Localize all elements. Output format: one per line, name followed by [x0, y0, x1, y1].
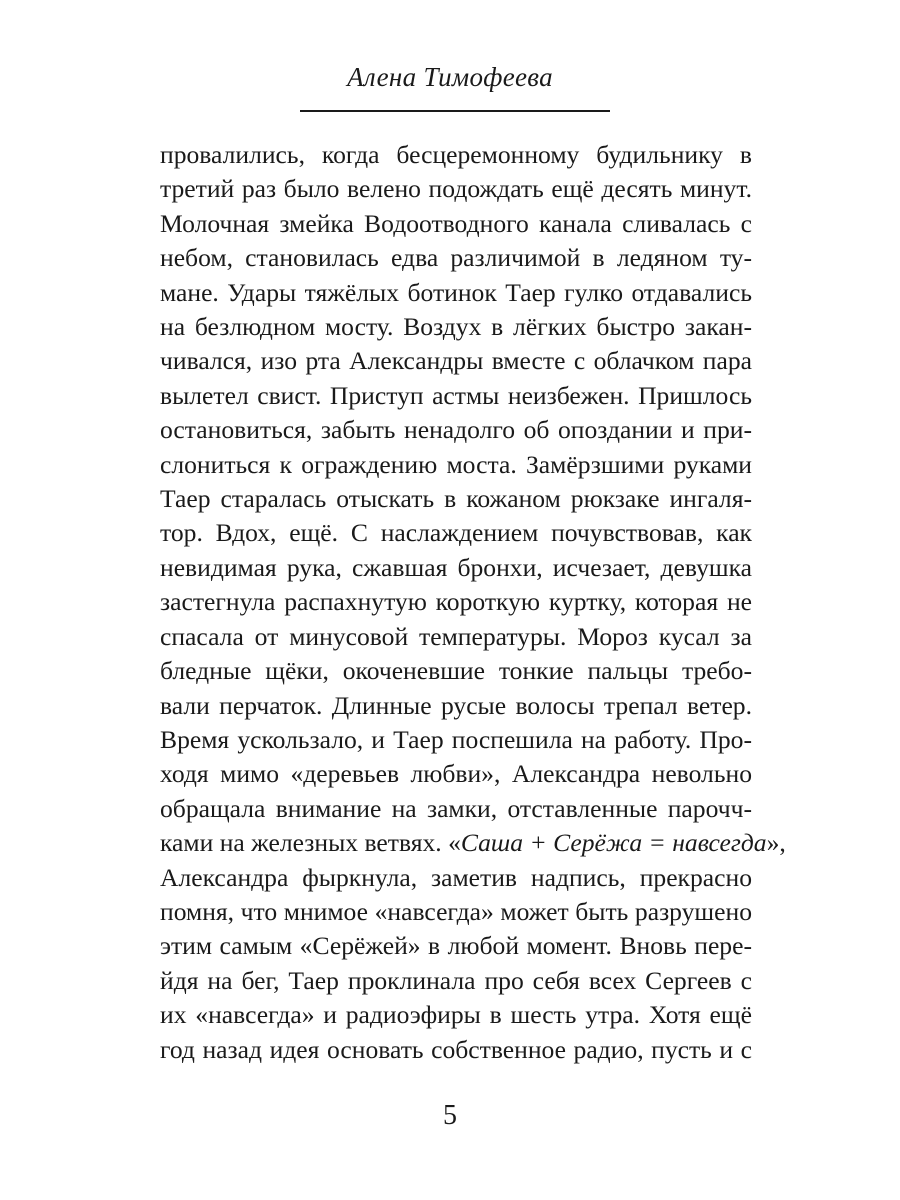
- text-line: йдя на бег, Таер проклинала про себя всех Сергеев с: [160, 965, 752, 995]
- text-line: остановиться, забыть ненадолго об опоздании и при-: [160, 415, 752, 445]
- text-line: этим самым «Серёжей» в любой момент. Вновь пере-: [160, 931, 752, 961]
- text-line: тор. Вдох, ещё. С наслаждением почувствовав, как: [160, 518, 752, 548]
- text-line: провалились, когда бесцеремонному будильнику в: [160, 140, 752, 169]
- text-line: бледные щёки, окоченевшие тонкие пальцы требо-: [160, 656, 752, 686]
- text-line: Александра фыркнула, заметив надпись, прекрасно: [160, 862, 752, 892]
- text-line: обращала внимание на замки, отставленные парочч-: [160, 793, 752, 823]
- text-segment: ками на железных ветвях. «: [160, 828, 461, 858]
- text-line: Время ускользало, и Таер поспешила на работу. Про-: [160, 724, 752, 754]
- running-header-author: Алена Тимофеева: [347, 62, 553, 92]
- text-line: третий раз было велено подождать ещё десять минут.: [160, 174, 752, 204]
- text-segment: »,: [766, 828, 786, 858]
- header-rule: [300, 110, 610, 112]
- text-line: вали перчаток. Длинные русые волосы трепал ветер.: [160, 690, 752, 720]
- page-number: 5: [443, 1100, 457, 1131]
- body-text: [160, 138, 786, 1067]
- text-line: слониться к ограждению моста. Замёрзшими руками: [160, 449, 752, 479]
- text-line: их «навсегда» и радиоэфиры в шесть утра. Хотя ещё: [160, 1000, 752, 1030]
- text-line: небом, становилась едва различимой в ледяном ту-: [160, 243, 752, 273]
- text-line: Таер старалась отыскать в кожаном рюкзаке ингаля-: [160, 484, 752, 514]
- text-line: мане. Удары тяжёлых ботинок Таер гулко отдавались: [160, 277, 752, 307]
- text-line-with-quote: [160, 826, 786, 860]
- text-line: застегнула распахнутую короткую куртку, которая не: [160, 587, 752, 617]
- text-line: на безлюдном мосту. Воздух в лёгких быстро закан-: [160, 312, 752, 342]
- italic-quote: Саша + Серёжа = навсегда: [460, 828, 767, 858]
- text-line: чивался, изо рта Александры вместе с облачком пара: [160, 346, 752, 376]
- text-line: Молочная змейка Водоотводного канала сливалась с: [160, 208, 752, 238]
- text-line: невидимая рука, сжавшая бронхи, исчезает, девушка: [160, 552, 752, 582]
- text-line: спасала от минусовой температуры. Мороз кусал за: [160, 621, 752, 651]
- text-line: помня, что мнимое «навсегда» может быть разрушено: [160, 896, 752, 926]
- text-line: год назад идея основать собственное радио, пусть и с: [160, 1034, 752, 1064]
- text-line: вылетел свист. Приступ астмы неизбежен. Пришлось: [160, 380, 752, 410]
- text-line: ходя мимо «деревьев любви», Александра невольно: [160, 759, 752, 789]
